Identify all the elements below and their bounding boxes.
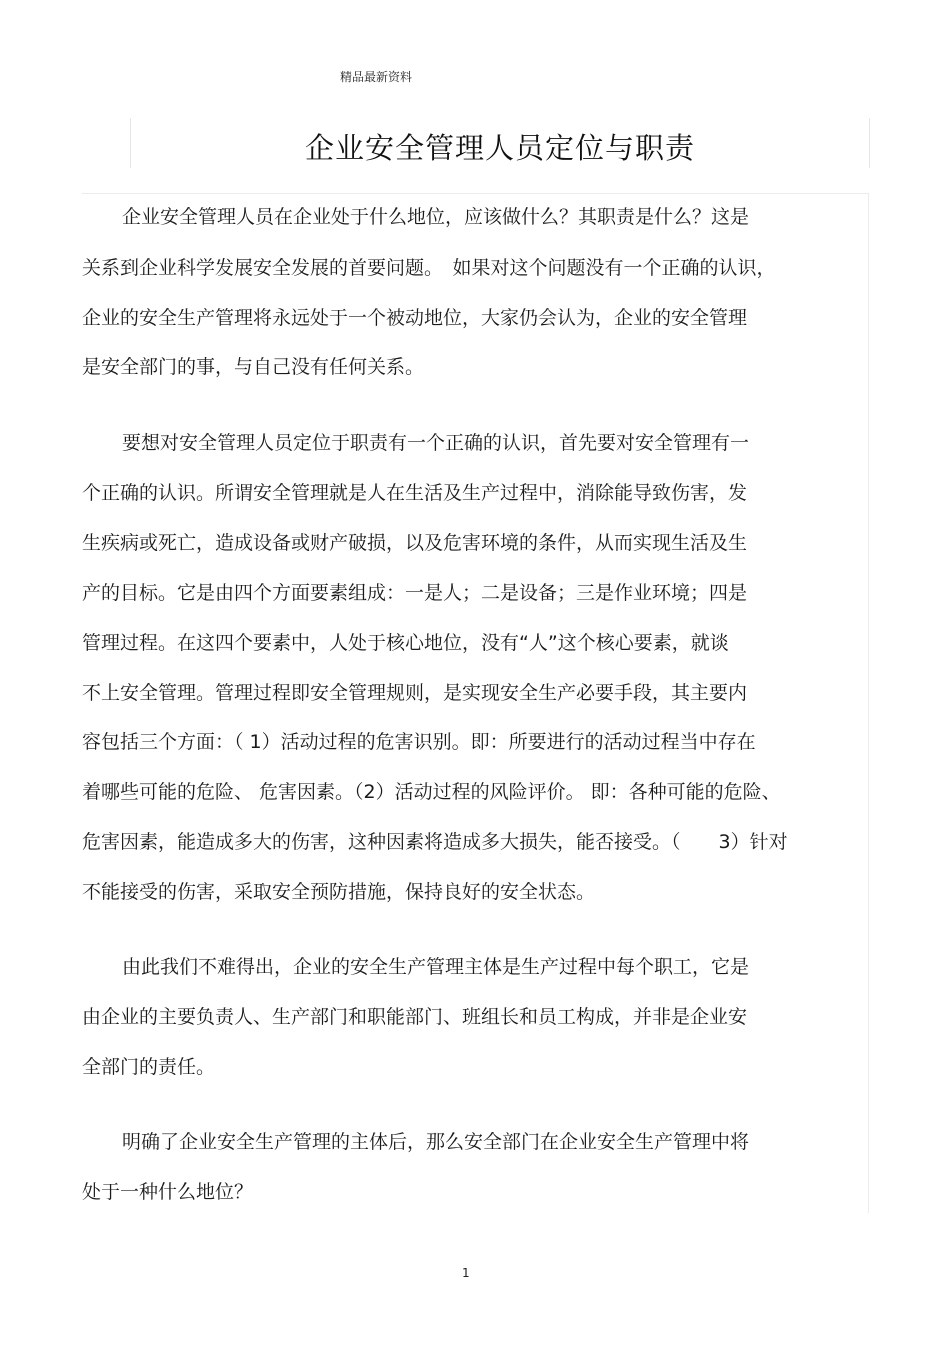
text-line: 企业安全管理人员在企业处于什么地位，应该做什么？其职责是什么？这是 [122,206,750,228]
title-box [130,118,870,168]
header-note: 精品最新资料 [340,70,413,84]
page-title: 企业安全管理人员定位与职责 [304,131,695,165]
text-line: 要想对安全管理人员定位于职责有一个正确的认识，首先要对安全管理有一 [122,432,750,454]
text-line: 不能接受的伤害，采取安全预防措施，保持良好的安全状态。 [82,881,596,903]
text-line: 由企业的主要负责人、生产部门和职能部门、班组长和员工构成，并非是企业安 [82,1006,748,1028]
text-line: 管理过程。在这四个要素中，人处于核心地位，没有“人”这个核心要素，就谈 [82,632,729,654]
divider [868,193,869,1213]
page-number: 1 [462,1266,470,1280]
divider [82,193,869,194]
text-line: 不上安全管理。管理过程即安全管理规则，是实现安全生产必要手段，其主要内 [82,682,748,704]
text-line: 容包括三个方面：（ 1）活动过程的危害识别。即：所要进行的活动过程当中存在 [82,731,756,753]
text-line: 由此我们不难得出，企业的安全生产管理主体是生产过程中每个职工，它是 [122,956,750,978]
text-line: 处于一种什么地位？ [82,1181,254,1203]
text-line: 生疾病或死亡，造成设备或财产破损，以及危害环境的条件，从而实现生活及生 [82,532,748,554]
text-line: 个正确的认识。所谓安全管理就是人在生活及生产过程中，消除能导致伤害，发 [82,482,748,504]
text-line: 关系到企业科学发展安全发展的首要问题。 如果对这个问题没有一个正确的认识， [82,257,776,279]
text-line: 是安全部门的事，与自己没有任何关系。 [82,356,425,378]
text-line: 着哪些可能的危险、 危害因素。（2）活动过程的风险评价。 即：各种可能的危险、 [82,781,781,803]
text-line: 企业的安全生产管理将永远处于一个被动地位，大家仍会认为，企业的安全管理 [82,307,748,329]
text-line: 危害因素，能造成多大的伤害，这种因素将造成多大损失，能否接受。（ 3）针对 [82,831,788,853]
text-line: 全部门的责任。 [82,1056,216,1078]
text-line: 明确了企业安全生产管理的主体后，那么安全部门在企业安全生产管理中将 [122,1131,750,1153]
text-line: 产的目标。它是由四个方面要素组成：一是人；二是设备；三是作业环境；四是 [82,582,748,604]
